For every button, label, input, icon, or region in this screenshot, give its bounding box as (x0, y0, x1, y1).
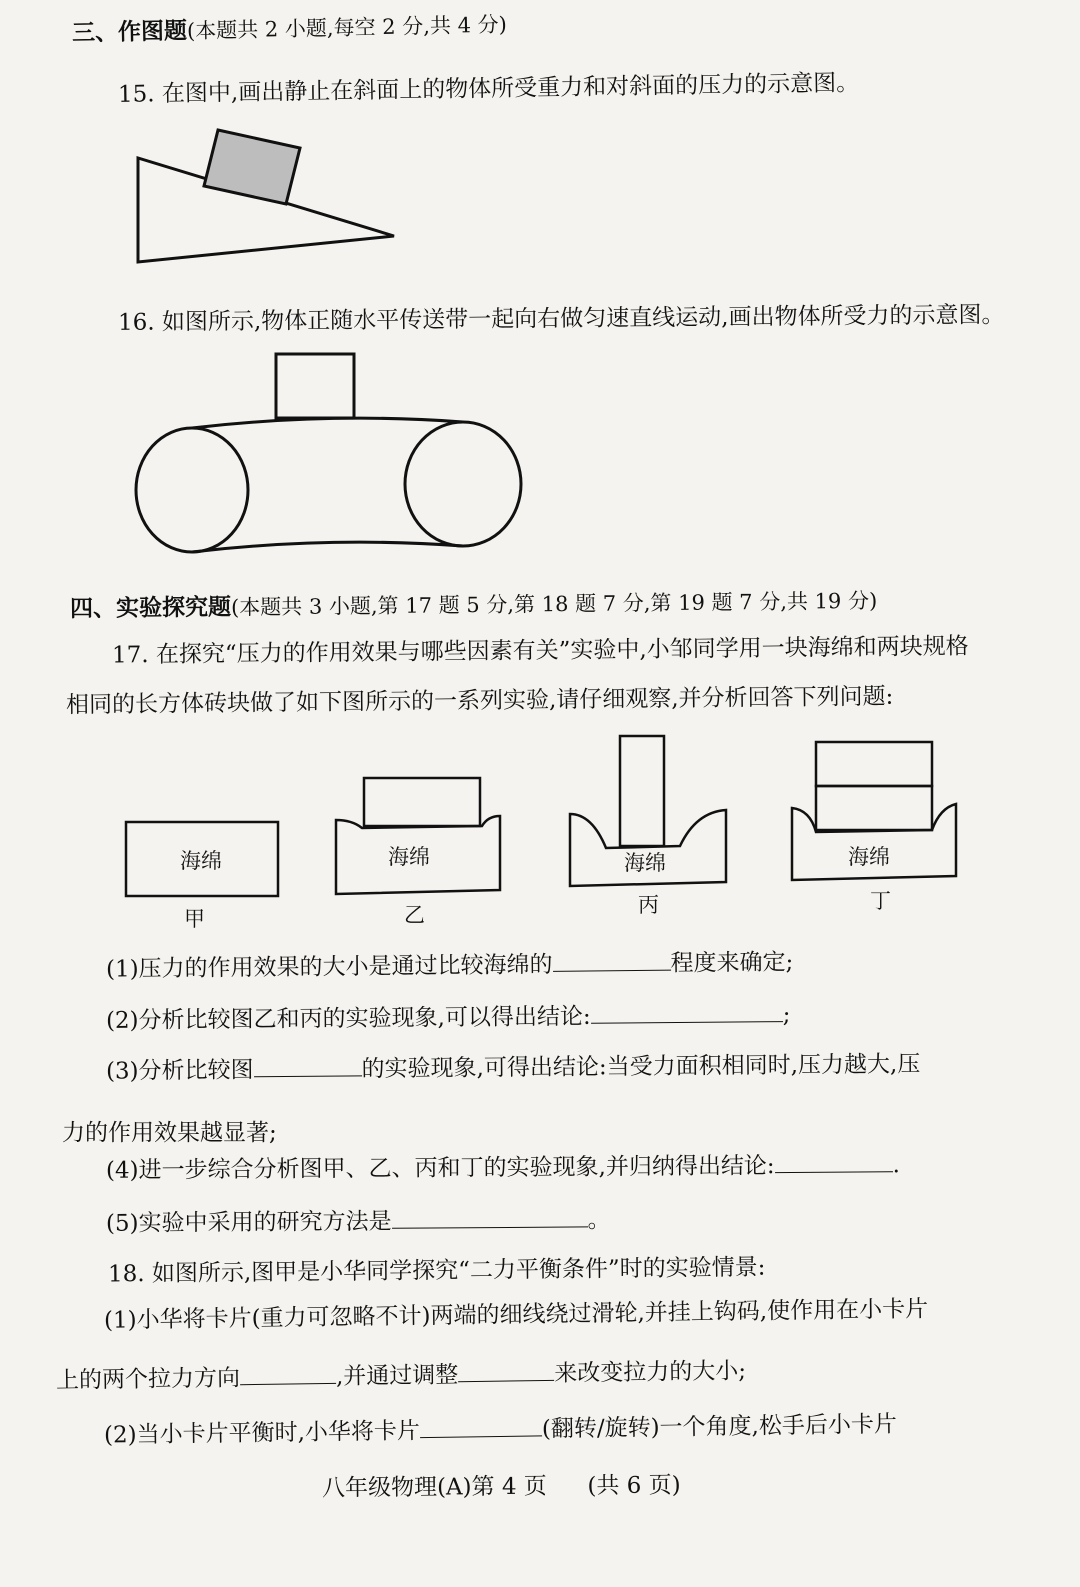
section-4-heading (70, 586, 878, 624)
q17-sub-2 (106, 999, 791, 1036)
incline-figure (130, 120, 410, 270)
q18-sub-2-text-b: (翻转/旋转)一个角度,松手后小卡片 (541, 1411, 898, 1443)
q18-sub-1-blank-a[interactable] (240, 1361, 336, 1385)
q18-sub-1-text-c: 来改变拉力的大小; (554, 1358, 747, 1387)
q17-sub-4 (106, 1149, 900, 1186)
q17-sub-2-text-a: (2)分析比较图乙和丙的实验现象,可以得出结论: (105, 1003, 591, 1034)
section-4-note: (本题共 3 小题,第 17 题 5 分,第 18 题 7 分,第 19 题 7 分,共 19 分) (230, 588, 878, 620)
q17-sub-3 (106, 1048, 921, 1086)
question-15-text: 15. 在图中,画出静止在斜面上的物体所受重力和对斜面的压力的示意图。 (117, 70, 860, 108)
q18-sub-2 (104, 1408, 897, 1450)
brick-ding-top (816, 742, 932, 786)
q17-sub-1-text-b: 程度来确定; (670, 949, 794, 977)
object-on-belt (276, 354, 354, 418)
caption-bing: 丙 (638, 893, 659, 917)
q18-sub-1-text-b: ,并通过调整 (335, 1362, 459, 1390)
q17-sub-1-blank[interactable] (552, 948, 670, 972)
section-3-title: 三、作图题 (71, 18, 188, 47)
footer-total-pages: (共 6 页) (587, 1472, 681, 1500)
q18-sub-2-text-a: (2)当小卡片平衡时,小华将卡片 (103, 1418, 421, 1449)
caption-yi: 乙 (404, 903, 425, 927)
section-3-note: (本题共 2 小题,每空 2 分,共 4 分) (186, 12, 508, 44)
question-17-line-1: 17. 在探究“压力的作用效果与哪些因素有关”实验中,小邹同学用一块海绵和两块规格 (111, 633, 969, 669)
q17-sub-4-text-a: (4)进一步综合分析图甲、乙、丙和丁的实验现象,并归纳得出结论: (105, 1153, 775, 1184)
sponge-label-jia: 海绵 (180, 849, 222, 873)
left-pulley (136, 428, 248, 552)
q17-sub-5-text-b: 。 (587, 1207, 611, 1234)
figure-jia (126, 822, 278, 931)
question-16-text: 16. 如图所示,物体正随水平传送带一起向右做匀速直线运动,画出物体所受力的示意图。 (117, 302, 1005, 336)
q17-sub-5-blank[interactable] (391, 1204, 587, 1228)
q17-sub-2-text-b: ; (782, 1002, 791, 1029)
caption-ding: 丁 (870, 889, 891, 913)
brick-yi-flat (364, 778, 480, 826)
right-pulley (405, 422, 521, 546)
q17-sub-3-continued: 力的作用效果越显著; (62, 1120, 277, 1146)
sponge-label-bing: 海绵 (624, 851, 666, 875)
q17-sub-3-text-a: (3)分析比较图 (105, 1057, 254, 1085)
figure-ding (792, 742, 956, 913)
question-17-line-2: 相同的长方体砖块做了如下图所示的一系列实验,请仔细观察,并分析回答下列问题: (65, 683, 894, 719)
brick-bing-upright (620, 736, 664, 846)
brick-ding-bottom (816, 786, 932, 830)
q18-sub-1-text-a: 上的两个拉力方向 (55, 1365, 241, 1394)
q17-sub-4-blank[interactable] (775, 1149, 893, 1173)
q17-sub-1 (106, 946, 794, 984)
q17-sub-5 (106, 1204, 611, 1239)
q17-sub-4-text-b: . (892, 1152, 901, 1179)
footer-page-number: 八年级物理(A)第 4 页 (321, 1473, 547, 1502)
q17-sub-5-text-a: (5)实验中采用的研究方法是 (105, 1208, 392, 1237)
q17-sub-3-blank[interactable] (253, 1053, 361, 1077)
q17-sub-1-text-a: (1)压力的作用效果的大小是通过比较海绵的 (105, 951, 553, 983)
q17-sub-2-blank[interactable] (590, 999, 782, 1024)
sponge-experiment-figures (110, 730, 980, 940)
caption-jia: 甲 (184, 907, 205, 931)
sponge-label-ding: 海绵 (848, 845, 890, 869)
belt-bottom (192, 542, 463, 552)
page-footer (322, 1466, 681, 1502)
q18-sub-1-line-1: (1)小华将卡片(重力可忽略不计)两端的细线绕过滑轮,并挂上钩码,使作用在小卡片 (103, 1296, 929, 1334)
q17-sub-3-text-b: 的实验现象,可得出结论:当受力面积相同时,压力越大,压 (361, 1051, 921, 1083)
figure-bing (570, 736, 726, 917)
belt-top (192, 418, 463, 428)
q18-sub-1-line-2 (56, 1355, 746, 1396)
conveyor-figure (130, 350, 530, 580)
q18-sub-1-blank-b[interactable] (458, 1358, 554, 1382)
figure-yi (336, 778, 500, 927)
sponge-label-yi: 海绵 (388, 845, 430, 869)
q18-sub-2-blank[interactable] (420, 1413, 542, 1438)
question-18-intro: 18. 如图所示,图甲是小华同学探究“二力平衡条件”时的实验情景: (107, 1254, 766, 1288)
block-on-incline (204, 130, 300, 204)
section-3-heading (72, 9, 507, 48)
section-4-title: 四、实验探究题 (69, 594, 232, 623)
